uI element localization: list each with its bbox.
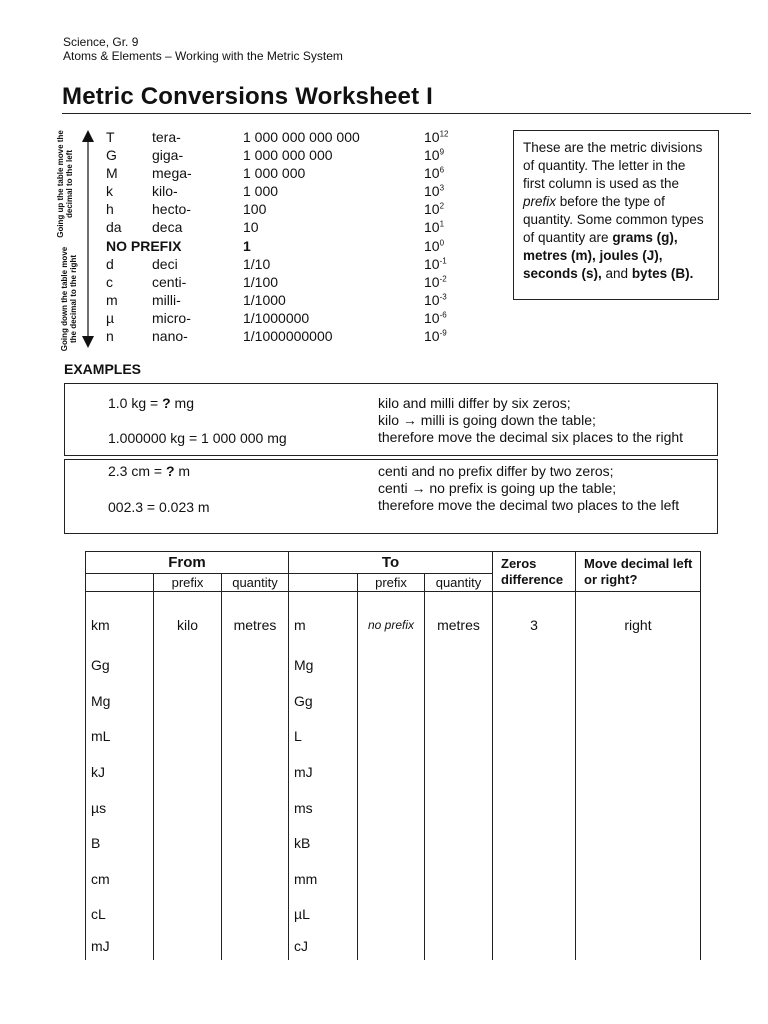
from-unit-cell: mL [86, 719, 154, 755]
zeros-cell[interactable] [493, 897, 576, 933]
move-cell[interactable]: right [576, 592, 701, 648]
up-down-arrow-icon [80, 130, 96, 348]
from-unit-cell: Mg [86, 683, 154, 719]
to-prefix-cell[interactable] [358, 754, 425, 790]
table-row [86, 861, 701, 897]
prefix-power: $10^{-1}$ [424, 255, 447, 272]
from-unit-cell: mJ [86, 932, 154, 960]
info-and: and [601, 266, 632, 281]
prefix-name: centi- [152, 273, 187, 290]
from-quantity-cell[interactable] [222, 790, 289, 826]
move-cell[interactable] [576, 754, 701, 790]
table-row [86, 683, 701, 719]
from-prefix-cell[interactable] [154, 790, 222, 826]
prefix-power: $10^{-9}$ [424, 328, 447, 345]
from-unit-cell: µs [86, 790, 154, 826]
to-quantity-cell[interactable] [425, 932, 493, 960]
zeros-cell[interactable] [493, 754, 576, 790]
example-2-notes: centi and no prefix differ by two zeros; centi → no prefix is going up the table; therefore move the decimal two places to the left [378, 463, 680, 513]
to-prefix-cell[interactable] [358, 861, 425, 897]
prefix-power: $10^0$ [424, 237, 445, 254]
to-quantity-cell[interactable] [425, 719, 493, 755]
from-prefix-cell[interactable] [154, 754, 222, 790]
side-label-up: Going up the table move the decimal to the left [56, 130, 74, 238]
to-unit-cell: mJ [289, 754, 358, 790]
prefix-power: $10^3$ [424, 183, 445, 200]
to-prefix-cell[interactable] [358, 897, 425, 933]
to-quantity-subheader: quantity [425, 574, 493, 592]
course-name: Science, Gr. 9 [63, 35, 139, 49]
prefix-exponent: 6 [439, 165, 445, 175]
to-prefix-cell[interactable] [358, 683, 425, 719]
to-prefix-cell[interactable] [358, 932, 425, 960]
from-unit-cell: km [86, 592, 154, 648]
table-row [86, 825, 701, 861]
prefix-value: 1 [243, 237, 251, 254]
prefix-symbol: da [106, 219, 122, 236]
prefix-power: $10^{-2}$ [424, 273, 447, 290]
side-label-down: Going down the table move the decimal to the right [60, 246, 78, 352]
from-header: From [86, 552, 289, 574]
move-cell[interactable] [576, 861, 701, 897]
to-unit-cell: µL [289, 897, 358, 933]
info-intro: These are the metric divisions of quantity. The letter in the first column is used as the [523, 140, 703, 191]
info-middle: before the type of quantity. Some common types of quantity are [523, 194, 704, 245]
example-2-question: 2.3 cm = ? m [108, 463, 191, 479]
zeros-cell[interactable]: 3 [493, 592, 576, 648]
to-quantity-cell[interactable] [425, 897, 493, 933]
prefix-value: 100 [243, 201, 267, 218]
prefix-value: 1/100 [243, 273, 279, 290]
prefix-name: milli- [152, 291, 181, 308]
move-cell[interactable] [576, 932, 701, 960]
prefix-power: $10^9$ [424, 147, 445, 164]
move-header: Move decimal left or right? [576, 552, 701, 592]
prefix-name: deca [152, 219, 183, 236]
prefix-exponent: -6 [439, 310, 447, 320]
to-unit-cell: Gg [289, 683, 358, 719]
prefix-exponent: -2 [439, 274, 447, 284]
from-quantity-cell[interactable] [222, 897, 289, 933]
prefix-value: 1/1000 [243, 291, 286, 308]
zeros-cell[interactable] [493, 825, 576, 861]
from-quantity-cell[interactable] [222, 719, 289, 755]
to-prefix-cell[interactable] [358, 719, 425, 755]
to-unit-cell: Mg [289, 648, 358, 684]
from-quantity-cell[interactable] [222, 754, 289, 790]
from-prefix-cell[interactable] [154, 897, 222, 933]
from-unit-cell: B [86, 825, 154, 861]
from-quantity-subheader: quantity [222, 574, 289, 592]
prefix-exponent: 9 [439, 147, 445, 157]
from-quantity-cell[interactable]: metres [222, 592, 289, 648]
prefix-symbol: NO PREFIX [106, 237, 182, 254]
zeros-header: Zeros difference [493, 552, 576, 592]
prefix-symbol: G [106, 147, 117, 164]
to-prefix-cell[interactable] [358, 825, 425, 861]
prefix-power: $10^2$ [424, 201, 445, 218]
from-quantity-cell[interactable] [222, 932, 289, 960]
prefix-symbol: d [106, 255, 114, 272]
prefix-exponent: 2 [439, 201, 445, 211]
title-divider [62, 113, 751, 114]
move-cell[interactable] [576, 825, 701, 861]
to-prefix-cell[interactable] [358, 790, 425, 826]
to-unit-cell: mm [289, 861, 358, 897]
to-quantity-cell[interactable] [425, 754, 493, 790]
prefix-value: 1 000 000 000 000 [243, 129, 360, 145]
table-row [86, 648, 701, 684]
to-prefix-subheader: prefix [358, 574, 425, 592]
prefix-exponent: -3 [439, 292, 447, 302]
prefix-symbol: T [106, 129, 115, 145]
table-row [86, 932, 701, 960]
conversion-table [85, 551, 701, 960]
to-prefix-cell[interactable]: no prefix [358, 592, 425, 648]
from-prefix-subheader: prefix [154, 574, 222, 592]
move-cell[interactable] [576, 790, 701, 826]
prefix-exponent: -9 [439, 328, 447, 338]
prefix-power: $10^{12}$ [424, 129, 449, 145]
to-quantity-cell[interactable] [425, 790, 493, 826]
to-quantity-cell[interactable] [425, 683, 493, 719]
prefix-exponent: 1 [439, 219, 445, 229]
info-bytes: bytes (B). [631, 266, 694, 281]
example-box-1 [64, 383, 718, 456]
prefix-symbol: n [106, 328, 114, 345]
from-unit-cell: cL [86, 897, 154, 933]
page-title: Metric Conversions Worksheet I [62, 83, 433, 110]
example-2-answer: 002.3 = 0.023 m [108, 499, 210, 515]
prefix-value: 1/10 [243, 255, 271, 272]
move-cell[interactable] [576, 897, 701, 933]
prefix-name: nano- [152, 328, 188, 345]
from-prefix-cell[interactable] [154, 861, 222, 897]
prefix-exponent: 0 [439, 237, 445, 247]
prefix-exponent: -1 [439, 256, 447, 265]
table-row [86, 754, 701, 790]
prefix-value: 10 [243, 219, 259, 236]
prefix-symbol: k [106, 183, 113, 200]
move-cell[interactable] [576, 648, 701, 684]
from-quantity-cell[interactable] [222, 861, 289, 897]
info-prefix-word: prefix [523, 194, 557, 209]
unit-name: Atoms & Elements – Working with the Metric System [63, 49, 343, 63]
from-quantity-cell[interactable] [222, 648, 289, 684]
from-unit-cell: Gg [86, 648, 154, 684]
prefix-power: $10^{-6}$ [424, 309, 447, 326]
example-1-notes: kilo and milli differ by six zeros; kilo → milli is going down the table; therefore move the decimal six places to the right [378, 395, 684, 445]
prefix-value: 1 000 [243, 183, 279, 200]
from-prefix-cell[interactable] [154, 825, 222, 861]
to-prefix-cell[interactable] [358, 648, 425, 684]
prefix-exponent: 3 [439, 183, 445, 193]
to-unit-cell: L [289, 719, 358, 755]
to-unit-cell: kB [289, 825, 358, 861]
info-box [513, 130, 719, 300]
zeros-cell[interactable] [493, 648, 576, 684]
from-prefix-cell[interactable] [154, 719, 222, 755]
to-quantity-cell[interactable] [425, 861, 493, 897]
prefix-name: giga- [152, 147, 184, 164]
prefix-name: mega- [152, 165, 192, 182]
table-row [86, 790, 701, 826]
prefix-name: deci [152, 255, 178, 272]
prefix-value: 1/1000000 [243, 309, 310, 326]
prefix-symbol: h [106, 201, 114, 218]
table-row [86, 719, 701, 755]
prefix-value: 1 000 000 000 [243, 147, 333, 164]
from-unit-cell: kJ [86, 754, 154, 790]
zeros-cell[interactable] [493, 861, 576, 897]
table-row [86, 897, 701, 933]
to-quantity-cell[interactable]: metres [425, 592, 493, 648]
from-quantity-cell[interactable] [222, 825, 289, 861]
from-prefix-cell[interactable] [154, 648, 222, 684]
from-prefix-cell[interactable]: kilo [154, 592, 222, 648]
prefix-value: 1 000 000 [243, 165, 306, 182]
from-quantity-cell[interactable] [222, 683, 289, 719]
prefix-name: hecto- [152, 201, 191, 218]
info-types: grams (g), metres (m), joules (J), seconds (s), [523, 230, 678, 281]
example-1-answer: 1.000000 kg = 1 000 000 mg [108, 430, 287, 446]
to-unit-subheader [289, 574, 358, 592]
from-unit-cell: cm [86, 861, 154, 897]
zeros-cell[interactable] [493, 719, 576, 755]
prefix-symbol: c [106, 273, 113, 290]
prefix-name: kilo- [152, 183, 178, 200]
prefix-exponent: 12 [439, 129, 449, 139]
zeros-cell[interactable] [493, 932, 576, 960]
prefix-power: $10^6$ [424, 165, 445, 182]
prefix-name: tera- [152, 129, 181, 145]
prefix-symbol: µ [106, 309, 115, 326]
from-unit-subheader [86, 574, 154, 592]
prefix-power: $10^{-3}$ [424, 291, 447, 308]
examples-heading: EXAMPLES [64, 361, 142, 377]
prefix-power: $10^1$ [424, 219, 445, 236]
example-box-2 [64, 459, 718, 534]
prefix-symbol: m [106, 291, 118, 308]
from-prefix-cell[interactable] [154, 683, 222, 719]
prefix-value: 1/1000000000 [243, 328, 333, 345]
move-cell[interactable] [576, 719, 701, 755]
zeros-cell[interactable] [493, 790, 576, 826]
prefix-symbol: M [106, 165, 118, 182]
example-1-question: 1.0 kg = ? mg [108, 395, 194, 411]
move-cell[interactable] [576, 683, 701, 719]
zeros-cell[interactable] [493, 683, 576, 719]
prefix-name: micro- [152, 309, 191, 326]
to-header: To [289, 552, 493, 574]
to-unit-cell: cJ [289, 932, 358, 960]
course-header [63, 35, 343, 63]
to-quantity-cell[interactable] [425, 825, 493, 861]
table-row [86, 592, 701, 648]
conversion-rows [86, 592, 701, 961]
to-quantity-cell[interactable] [425, 648, 493, 684]
to-unit-cell: ms [289, 790, 358, 826]
from-prefix-cell[interactable] [154, 932, 222, 960]
to-unit-cell: m [289, 592, 358, 648]
